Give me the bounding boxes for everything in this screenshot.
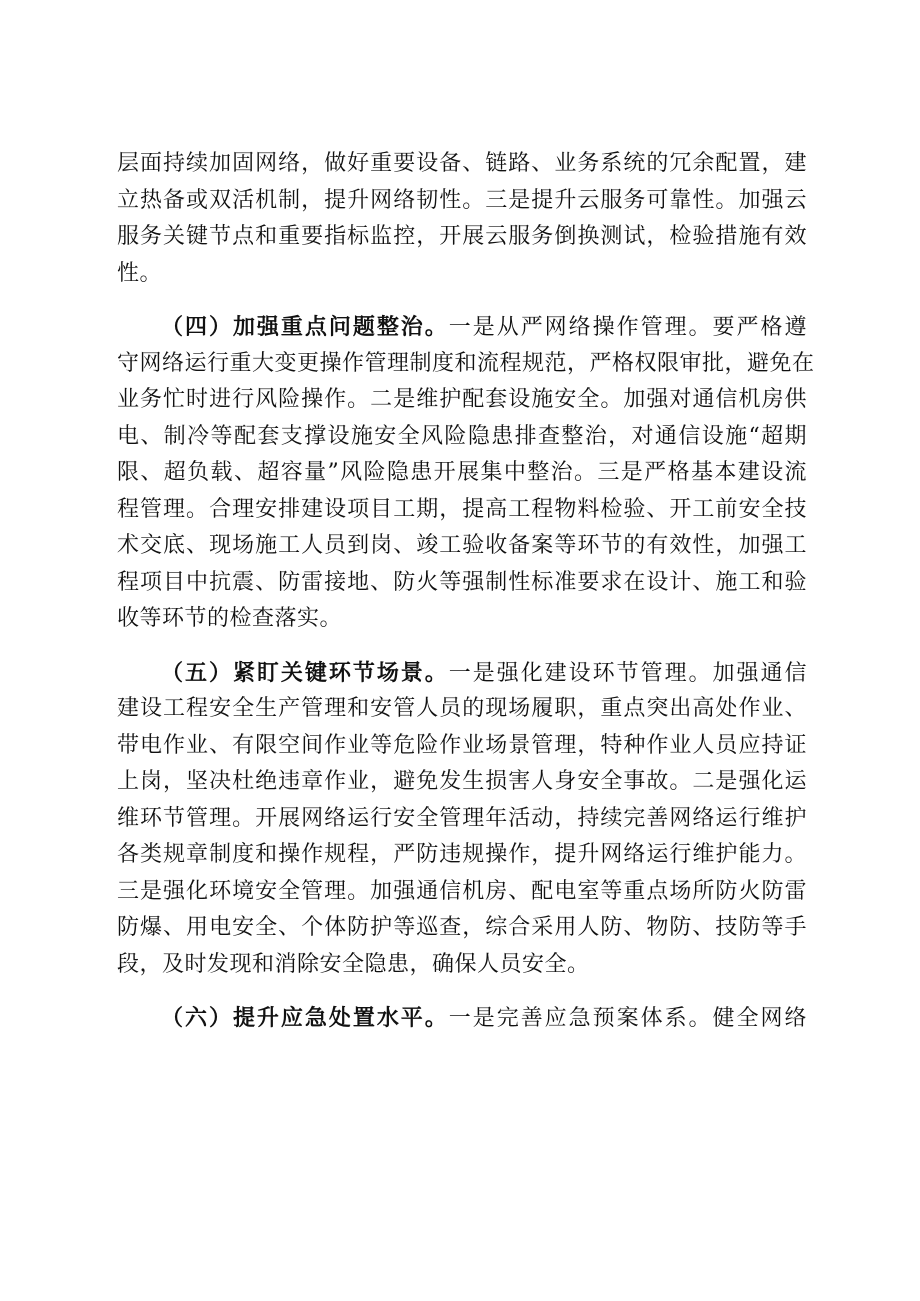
section-heading: （四）加强重点问题整治。 xyxy=(161,314,449,340)
text-line: 服务关键节点和重要指标监控，开展云服务倒换测试，检验措施有效 xyxy=(117,224,807,249)
text-line: 上岗，坚决杜绝违章作业，避免发生损害人身安全事故。二是强化运 xyxy=(117,769,807,794)
section-heading: （五）紧盯关键环节场景。 xyxy=(161,659,449,686)
text-line: 性。 xyxy=(117,260,163,286)
heading-followup-text: 一是强化建设环节管理。加强通信 xyxy=(448,660,807,686)
paragraph-key-scenarios xyxy=(117,655,807,984)
paragraph-first-line xyxy=(117,309,807,346)
text-line: 带电作业、有限空间作业等危险作业场景管理，特种作业人员应持证 xyxy=(117,732,807,758)
paragraph-first-line xyxy=(117,1000,807,1037)
text-line: 防爆、用电安全、个体防护等巡查，综合采用人防、物防、技防等手 xyxy=(117,915,807,940)
heading-followup-text: 一是从严网络操作管理。要严格遵 xyxy=(448,315,807,340)
text-line: 收等环节的检查落实。 xyxy=(117,606,343,631)
text-line: 限、超负载、超容量”风险隐患开展集中整治。三是严格基本建设流 xyxy=(117,460,807,485)
text-line: 电、制冷等配套支撑设施安全风险隐患排查整治，对通信设施“超期 xyxy=(117,423,807,449)
text-line: 段，及时发现和消除安全隐患，确保人员安全。 xyxy=(117,951,590,977)
text-line: 守网络运行重大变更操作管理制度和流程规范，严格权限审批，避免在 xyxy=(117,350,815,376)
text-line: 各类规章制度和操作规程，严防违规操作，提升网络运行维护能力。 xyxy=(117,842,807,867)
text-line: 维环节管理。开展网络运行安全管理年活动，持续完善网络运行维护 xyxy=(117,805,807,831)
text-line: 层面持续加固网络，做好重要设备、链路、业务系统的冗余配置，建 xyxy=(117,151,807,176)
text-line: 立热备或双活机制，提升网络韧性。三是提升云服务可靠性。加强云 xyxy=(117,187,807,213)
paragraph-emergency-response xyxy=(117,1000,807,1037)
heading-followup-text: 一是完善应急预案体系。健全网络 xyxy=(448,1006,807,1031)
document-page xyxy=(117,146,815,1054)
text-line: 程管理。合理安排建设项目工期，提高工程物料检验、开工前安全技 xyxy=(117,496,807,522)
text-line: 三是强化环境安全管理。加强通信机房、配电室等重点场所防火防雷 xyxy=(117,878,807,904)
text-line: 术交底、现场施工人员到岗、竣工验收备案等环节的有效性，加强工 xyxy=(117,533,807,558)
paragraph-first-line xyxy=(117,655,807,692)
paragraph-network-resilience xyxy=(117,146,807,292)
text-line: 程项目中抗震、防雷接地、防火等强制性标准要求在设计、施工和验 xyxy=(117,569,807,595)
text-line: 业务忙时进行风险操作。二是维护配套设施安全。加强对通信机房供 xyxy=(117,387,807,412)
section-heading: （六）提升应急处置水平。 xyxy=(161,1005,449,1031)
text-line: 建设工程安全生产管理和安管人员的现场履职，重点突出高处作业、 xyxy=(117,696,807,721)
paragraph-key-issues xyxy=(117,309,815,638)
